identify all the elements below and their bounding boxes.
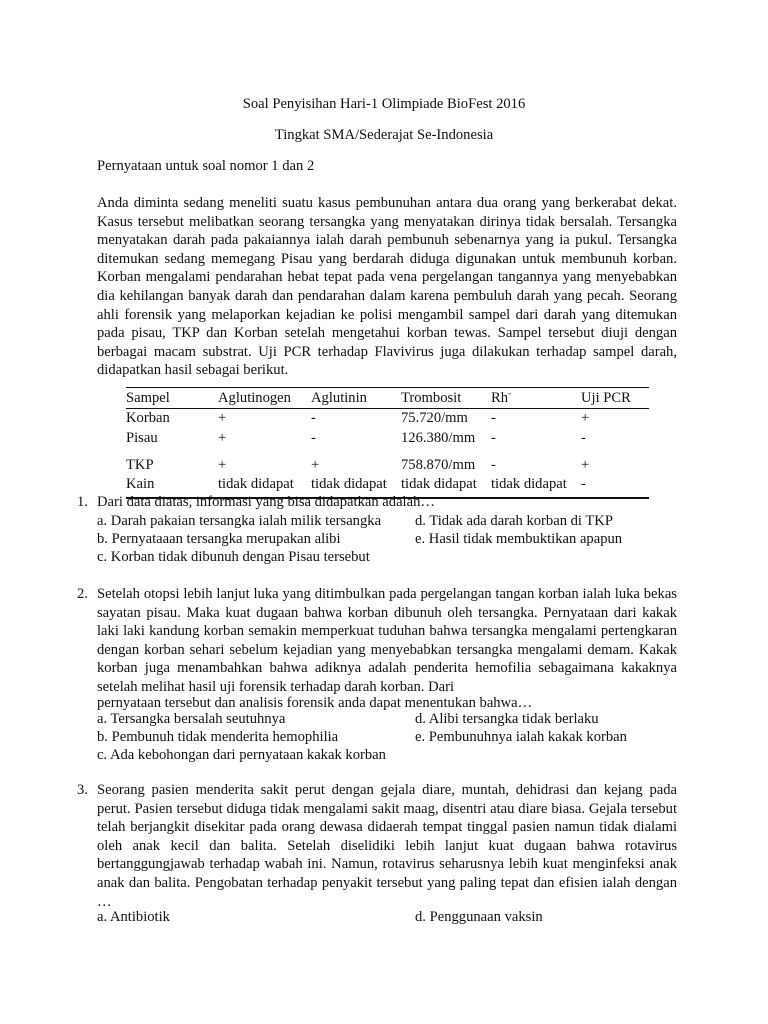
table-cell: TKP <box>126 457 154 473</box>
document-subtitle: Tingkat SMA/Sederajat Se-Indonesia <box>274 127 494 143</box>
q1-option-a: a. Darah pakaian tersangka ialah milik tersangka <box>97 513 382 529</box>
table-header-cell: Sampel <box>126 388 218 409</box>
question-2-overlap-line: pernyataan tersebut dan analisis forensik anda dapat menentukan bahwa… <box>97 695 533 711</box>
table-header-cell <box>491 388 581 409</box>
table-cell: tidak didapat <box>401 475 491 498</box>
case-passage: Anda diminta sedang meneliti suatu kasus pembunuhan antara dua orang yang berkerabat dekat. Kasus tersebut melibatkan seorang tersangka yang menyatakan dirinya tidak bersalah. Tersangka menyatakan darah pada pakaiannya ialah darah pembunuh sebenarnya yang ia pukul. Tersangka ditemukan sedang memegang Pisau yang berdarah diduga digunakan untuk membunuh korban. Korban mengalami pendarahan hebat tepat pada vena pergelangan tangannya yang menyebabkan dia kehilangan banyak darah dan pendarahan dalam karena pembuluh darah yang pecah. Seorang ahli forensik yang melaporkan kejadian ke polisi mengambil sampel dari darah yang ditemukan pada pisau, TKP dan Korban setelah mengetahui korban tewas. Sampel tersebut diuji dengan berbagai macam substrat. Uji PCR terhadap Flavivirus juga dilakukan terhadap sampel darah, didapatkan hasil sebagai berikut. <box>97 195 677 379</box>
table-cell: + <box>581 410 590 426</box>
q3-option-d: d. Penggunaan vaksin <box>415 909 543 925</box>
rh-superscript: - <box>508 388 512 399</box>
question-number-1: 1. <box>77 494 88 510</box>
q2-option-b: b. Pembunuh tidak menderita hemophilia <box>97 729 339 745</box>
table-cell: - <box>491 457 496 473</box>
table-header-cell: Trombosit <box>401 388 491 409</box>
question-3-text: Seorang pasien menderita sakit perut dengan gejala diare, muntah, dehidrasi dan kejang pada perut. Pasien tersebut diduga tidak mengalami sakit maag, disentri atau diare biasa. Gejala tersebut telah berjangkit disekitar pada orang dewasa didaerah tempat tinggal pasien namun tidak dialami oleh anak kecil dan balita. Setelah diselidiki lebih lanjut kuat dugaan bahwa rotavirus bertanggungjawab terhadap wabah ini. Namun, rotavirus seharusnya lebih kuat menginfeksi anak anak dan balita. Pengobatan terhadap penyakit tersebut yang paling tepat dan efisien ialah dengan … <box>97 782 677 910</box>
table-cell: 75.720/mm <box>401 410 468 426</box>
table-cell: - <box>581 430 586 446</box>
question-2-text: Setelah otopsi lebih lanjut luka yang ditimbulkan pada pergelangan tangan korban ialah luka bekas sayatan pisau. Maka kuat dugaan bahwa korban dibunuh oleh tersangka. Pernyataan dari kakak laki laki kandung korban semakin memperkuat tuduhan bahwa tersangka mengalami pertengkaran dengan korban sehari sebelum kejadian yang menyebabkan tersangka mengalami demam. Kakak korban juga menambahkan bahwa adiknya adalah penderita hemofilia sebagaimana kakaknya setelah melihat hasil uji forensik terhadap darah korban. Dari <box>97 586 677 695</box>
table-cell: tidak didapat <box>218 475 311 498</box>
table-header-cell: Aglutinin <box>311 388 401 409</box>
table-header-cell: Uji PCR <box>581 388 649 409</box>
question-number-2: 2. <box>77 586 88 602</box>
table-row <box>126 448 649 475</box>
q2-option-e: e. Pembunuhnya ialah kakak korban <box>415 729 627 745</box>
table-cell: Pisau <box>126 430 158 446</box>
q3-option-a: a. Antibiotik <box>97 909 170 925</box>
table-cell: tidak didapat <box>311 475 401 498</box>
q1-option-c: c. Korban tidak dibunuh dengan Pisau tersebut <box>97 549 370 565</box>
table-cell: + <box>581 457 590 473</box>
table-header-cell: Aglutinogen <box>218 388 311 409</box>
table-row <box>126 428 649 448</box>
table-cell: 126.380/mm <box>401 430 476 446</box>
statement-label: Pernyataan untuk soal nomor 1 dan 2 <box>97 158 315 174</box>
question-1-text: Dari data diatas, informasi yang bisa didapatkan adalah… <box>97 494 435 510</box>
table-cell: - <box>491 430 496 446</box>
q2-option-a: a. Tersangka bersalah seutuhnya <box>97 711 286 727</box>
document-title: Soal Penyisihan Hari-1 Olimpiade BioFest 2016 <box>242 96 526 112</box>
table-cell: + <box>218 457 227 473</box>
table-cell: - <box>311 410 316 426</box>
q1-option-d: d. Tidak ada darah korban di TKP <box>415 513 613 529</box>
rh-label: Rh <box>491 390 509 406</box>
table-cell: + <box>218 410 227 426</box>
table-cell: - <box>491 410 496 426</box>
q1-option-b: b. Pernyataaan tersangka merupakan alibi <box>97 531 341 547</box>
table-cell: - <box>311 430 316 446</box>
sample-table <box>126 387 649 499</box>
table-cell: + <box>311 457 320 473</box>
table-cell: 758.870/mm <box>401 457 476 473</box>
q2-option-d: d. Alibi tersangka tidak berlaku <box>415 711 599 727</box>
q1-option-e: e. Hasil tidak membuktikan apapun <box>415 531 623 547</box>
table-header-row <box>126 388 649 409</box>
table-row <box>126 409 649 429</box>
table-cell: + <box>218 430 227 446</box>
table-cell: tidak didapat <box>491 475 581 498</box>
table-cell: Kain <box>126 475 218 498</box>
table-cell: Korban <box>126 410 170 426</box>
q2-option-c: c. Ada kebohongan dari pernyataan kakak korban <box>97 747 386 763</box>
table-cell: - <box>581 475 649 498</box>
question-number-3: 3. <box>77 782 88 798</box>
